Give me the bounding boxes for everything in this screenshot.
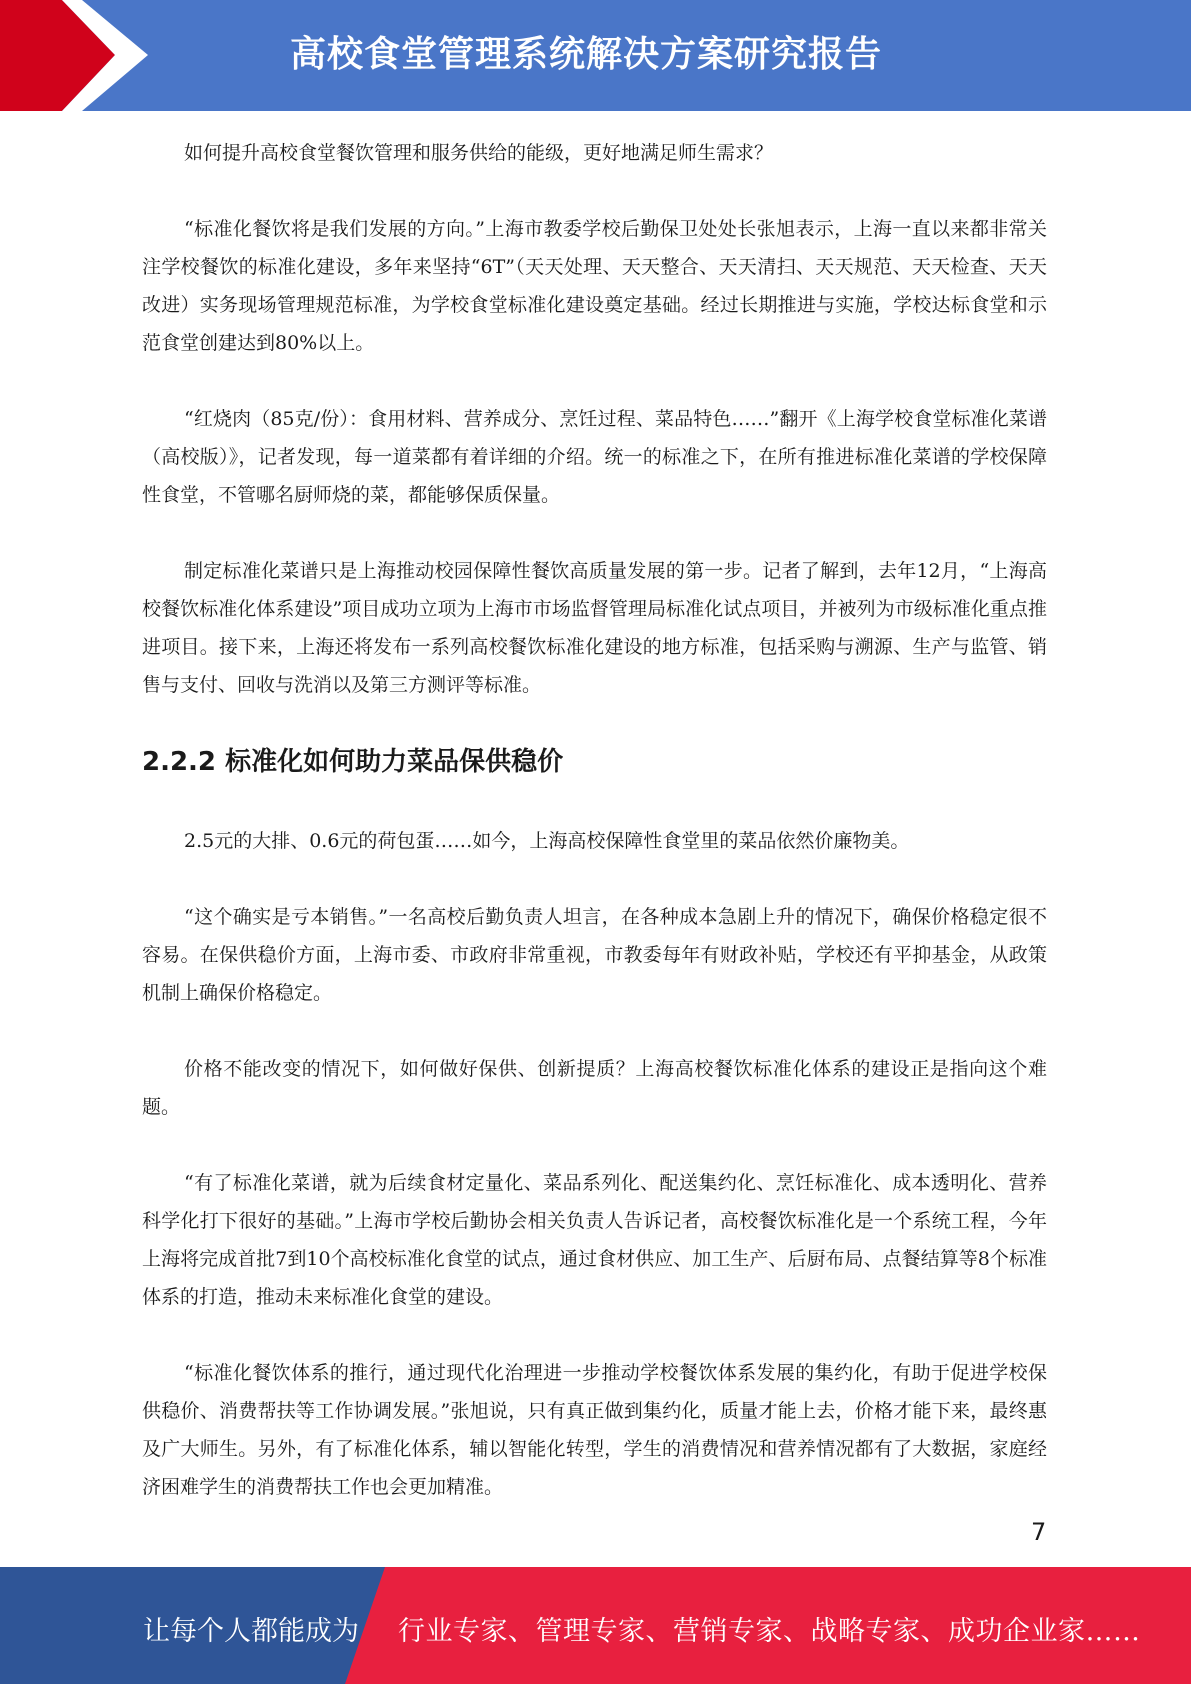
paragraph: “有了标准化菜谱，就为后续食材定量化、菜品系列化、配送集约化、烹饪标准化、成本透明化、营养科学化打下很好的基础。”上海市学校后勤协会相关负责人告诉记者，高校餐饮标准化是一个系统工程，今年上海将完成首批7到10个高校标准化食堂的试点，通过食材供应、加工生产、后厨布局、点餐结算等8个标准体系的打造，推动未来标准化食堂的建设。	[142, 1172, 1047, 1308]
paragraph: 制定标准化菜谱只是上海推动校园保障性餐饮高质量发展的第一步。记者了解到，去年12月，“上海高校餐饮标准化体系建设”项目成功立项为上海市市场监督管理局标准化试点项目，并被列为市级标准化重点推进项目。接下来，上海还将发布一系列高校餐饮标准化建设的地方标准，包括采购与溯源、生产与监管、销售与支付、回收与洗消以及第三方测评等标准。	[142, 560, 1047, 696]
footer-slogan-right: 行业专家、管理专家、营销专家、战略专家、成功企业家……	[398, 1616, 1141, 1647]
paragraph: “这个确实是亏本销售。”一名高校后勤负责人坦言，在各种成本急剧上升的情况下，确保价格稳定很不容易。在保供稳价方面，上海市委、市政府非常重视，市教委每年有财政补贴，学校还有平抑基金，从政策机制上确保价格稳定。	[142, 906, 1047, 1004]
paragraph: 价格不能改变的情况下，如何做好保供、创新提质？上海高校餐饮标准化体系的建设正是指向这个难题。	[142, 1058, 1047, 1118]
article-body	[142, 134, 1047, 1544]
paragraph: “标准化餐饮将是我们发展的方向。”上海市教委学校后勤保卫处处长张旭表示，上海一直以来都非常关注学校餐饮的标准化建设，多年来坚持“6T”（天天处理、天天整合、天天清扫、天天规范、天天检查、天天改进）实务现场管理规范标准，为学校食堂标准化建设奠定基础。经过长期推进与实施，学校达标食堂和示范食堂创建达到80%以上。	[142, 218, 1047, 354]
chevron-arrow-icon	[0, 0, 160, 111]
page-number: 7	[1031, 1518, 1047, 1546]
page-header	[0, 0, 1191, 111]
paragraph: 2.5元的大排、0.6元的荷包蛋……如今，上海高校保障性食堂里的菜品依然价廉物美。	[184, 830, 910, 852]
paragraph: “标准化餐饮体系的推行，通过现代化治理进一步推动学校餐饮体系发展的集约化，有助于促进学校保供稳价、消费帮扶等工作协调发展。”张旭说，只有真正做到集约化，质量才能上去，价格才能下来，最终惠及广大师生。另外，有了标准化体系，辅以智能化转型，学生的消费情况和营养情况都有了大数据，家庭经济困难学生的消费帮扶工作也会更加精准。	[142, 1362, 1047, 1498]
document-title: 高校食堂管理系统解决方案研究报告	[290, 34, 883, 75]
page-footer	[0, 1567, 1191, 1684]
footer-slogan-left: 让每个人都能成为	[143, 1616, 359, 1647]
paragraph: “红烧肉（85克/份）：食用材料、营养成分、烹饪过程、菜品特色……”翻开《上海学校食堂标准化菜谱（高校版）》，记者发现，每一道菜都有着详细的介绍。统一的标准之下，在所有推进标准化菜谱的学校保障性食堂，不管哪名厨师烧的菜，都能够保质保量。	[142, 408, 1047, 506]
section-heading: 2.2.2 标准化如何助力菜品保供稳价	[142, 747, 564, 777]
paragraph: 如何提升高校食堂餐饮管理和服务供给的能级，更好地满足师生需求？	[184, 142, 774, 164]
